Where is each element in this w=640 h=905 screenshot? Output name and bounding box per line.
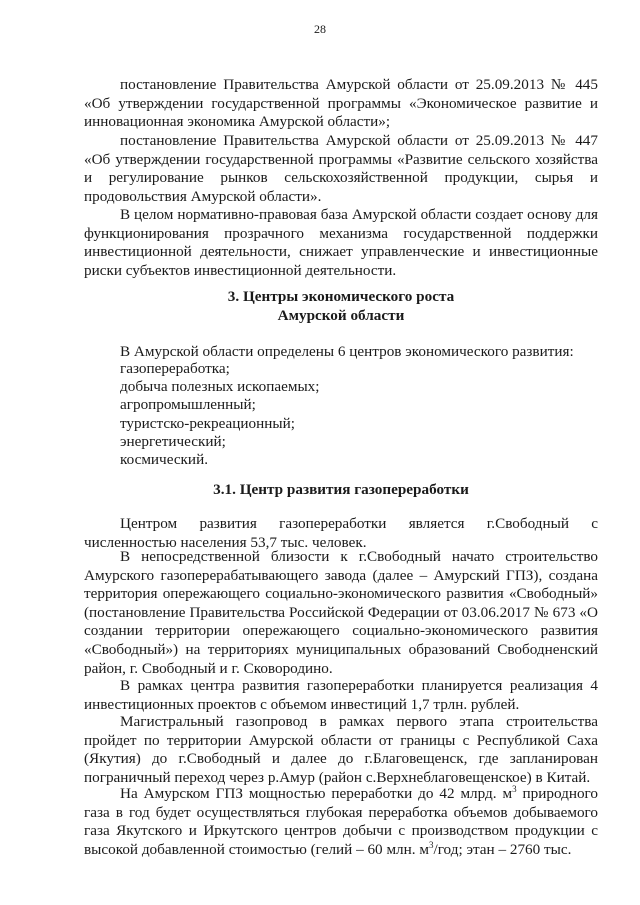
- paragraph-resolution-445: постановление Правительства Амурской области от 25.09.2013 № 445 «Об утверждении государственной программы «Экономическое развитие и инновационная экономика Амурской области»;: [84, 76, 598, 131]
- capacity-text-part2: природного газа в год будет осуществляться глубокая переработка объемов добываемого газа Якутского и Иркутского центров добычи с производством продукции с высокой добавленной стоимостью (гелий – 60 млн. м: [84, 785, 598, 858]
- superscript-cubic: 3: [428, 839, 434, 850]
- list-item: космический.: [120, 451, 208, 469]
- paragraph-legal-base-summary: В целом нормативно-правовая база Амурской области создает основу для функционирования прозрачного механизма государственной поддержки инвестиционной деятельности, снижает управленческие и инвестиционные риски субъектов инвестиционной деятельности.: [84, 206, 598, 279]
- list-item: туристско-рекреационный;: [120, 414, 295, 432]
- paragraph-investment-projects: В рамках центра развития газопереработки планируется реализация 4 инвестиционных проектов с объемом инвестиций 1,7 трлн. рублей.: [84, 677, 598, 713]
- list-item: газопереработка;: [120, 360, 230, 377]
- superscript-cubic: 3: [512, 783, 517, 794]
- section-3-heading: [84, 288, 598, 325]
- section-3-title-line2: Амурской области: [277, 306, 405, 324]
- section-3-title-line1: 3. Центры экономического роста: [227, 288, 455, 305]
- page-number: 28: [314, 22, 326, 36]
- list-item: добыча полезных ископаемых;: [120, 378, 320, 396]
- paragraph-amur-gpz: В непосредственной близости к г.Свободный начато строительство Амурского газоперерабатывающего завода (далее – Амурский ГПЗ), создана территория опережающего социально-экономического развития «Свободный» (постановление Правительства Российской Федерации от 03.06.2017 № 673 «О создании территории опережающего социально-экономического развития «Свободный») на территориях муниципальных образований Свободненский район, г. Свободный и г. Сковородино.: [84, 548, 598, 677]
- list-item: агропромышленный;: [120, 396, 256, 414]
- capacity-text-part3: /год; этан – 2760 тыс.: [433, 840, 572, 858]
- growth-centers-list: [120, 360, 600, 469]
- paragraph-gpz-capacity: [84, 785, 598, 859]
- section-3-1-heading: 3.1. Центр развития газопереработки: [213, 481, 469, 498]
- section-3-intro: В Амурской области определены 6 центров экономического развития:: [120, 343, 574, 360]
- capacity-text-part1: На Амурском ГПЗ мощностью переработки до 42 млрд. м: [120, 785, 513, 802]
- paragraph-center-city: Центром развития газопереработки является г.Свободный с численностью населения 53,7 тыс. человек.: [84, 515, 598, 551]
- list-item: энергетический;: [120, 432, 226, 450]
- paragraph-gas-pipeline: Магистральный газопровод в рамках первого этапа строительства пройдет по территории Амурской области от границы с Республикой Саха (Якутия) до г.Свободный и далее до г.Благовещенск, где запланирован пограничный переход через р.Амур (район с.Верхнеблаговещенское) в Китай.: [84, 713, 598, 786]
- paragraph-resolution-447: постановление Правительства Амурской области от 25.09.2013 № 447 «Об утверждении государственной программы «Развитие сельского хозяйства и регулирование рынков сельскохозяйственной продукции, сырья и продовольствия Амурской области».: [84, 132, 598, 205]
